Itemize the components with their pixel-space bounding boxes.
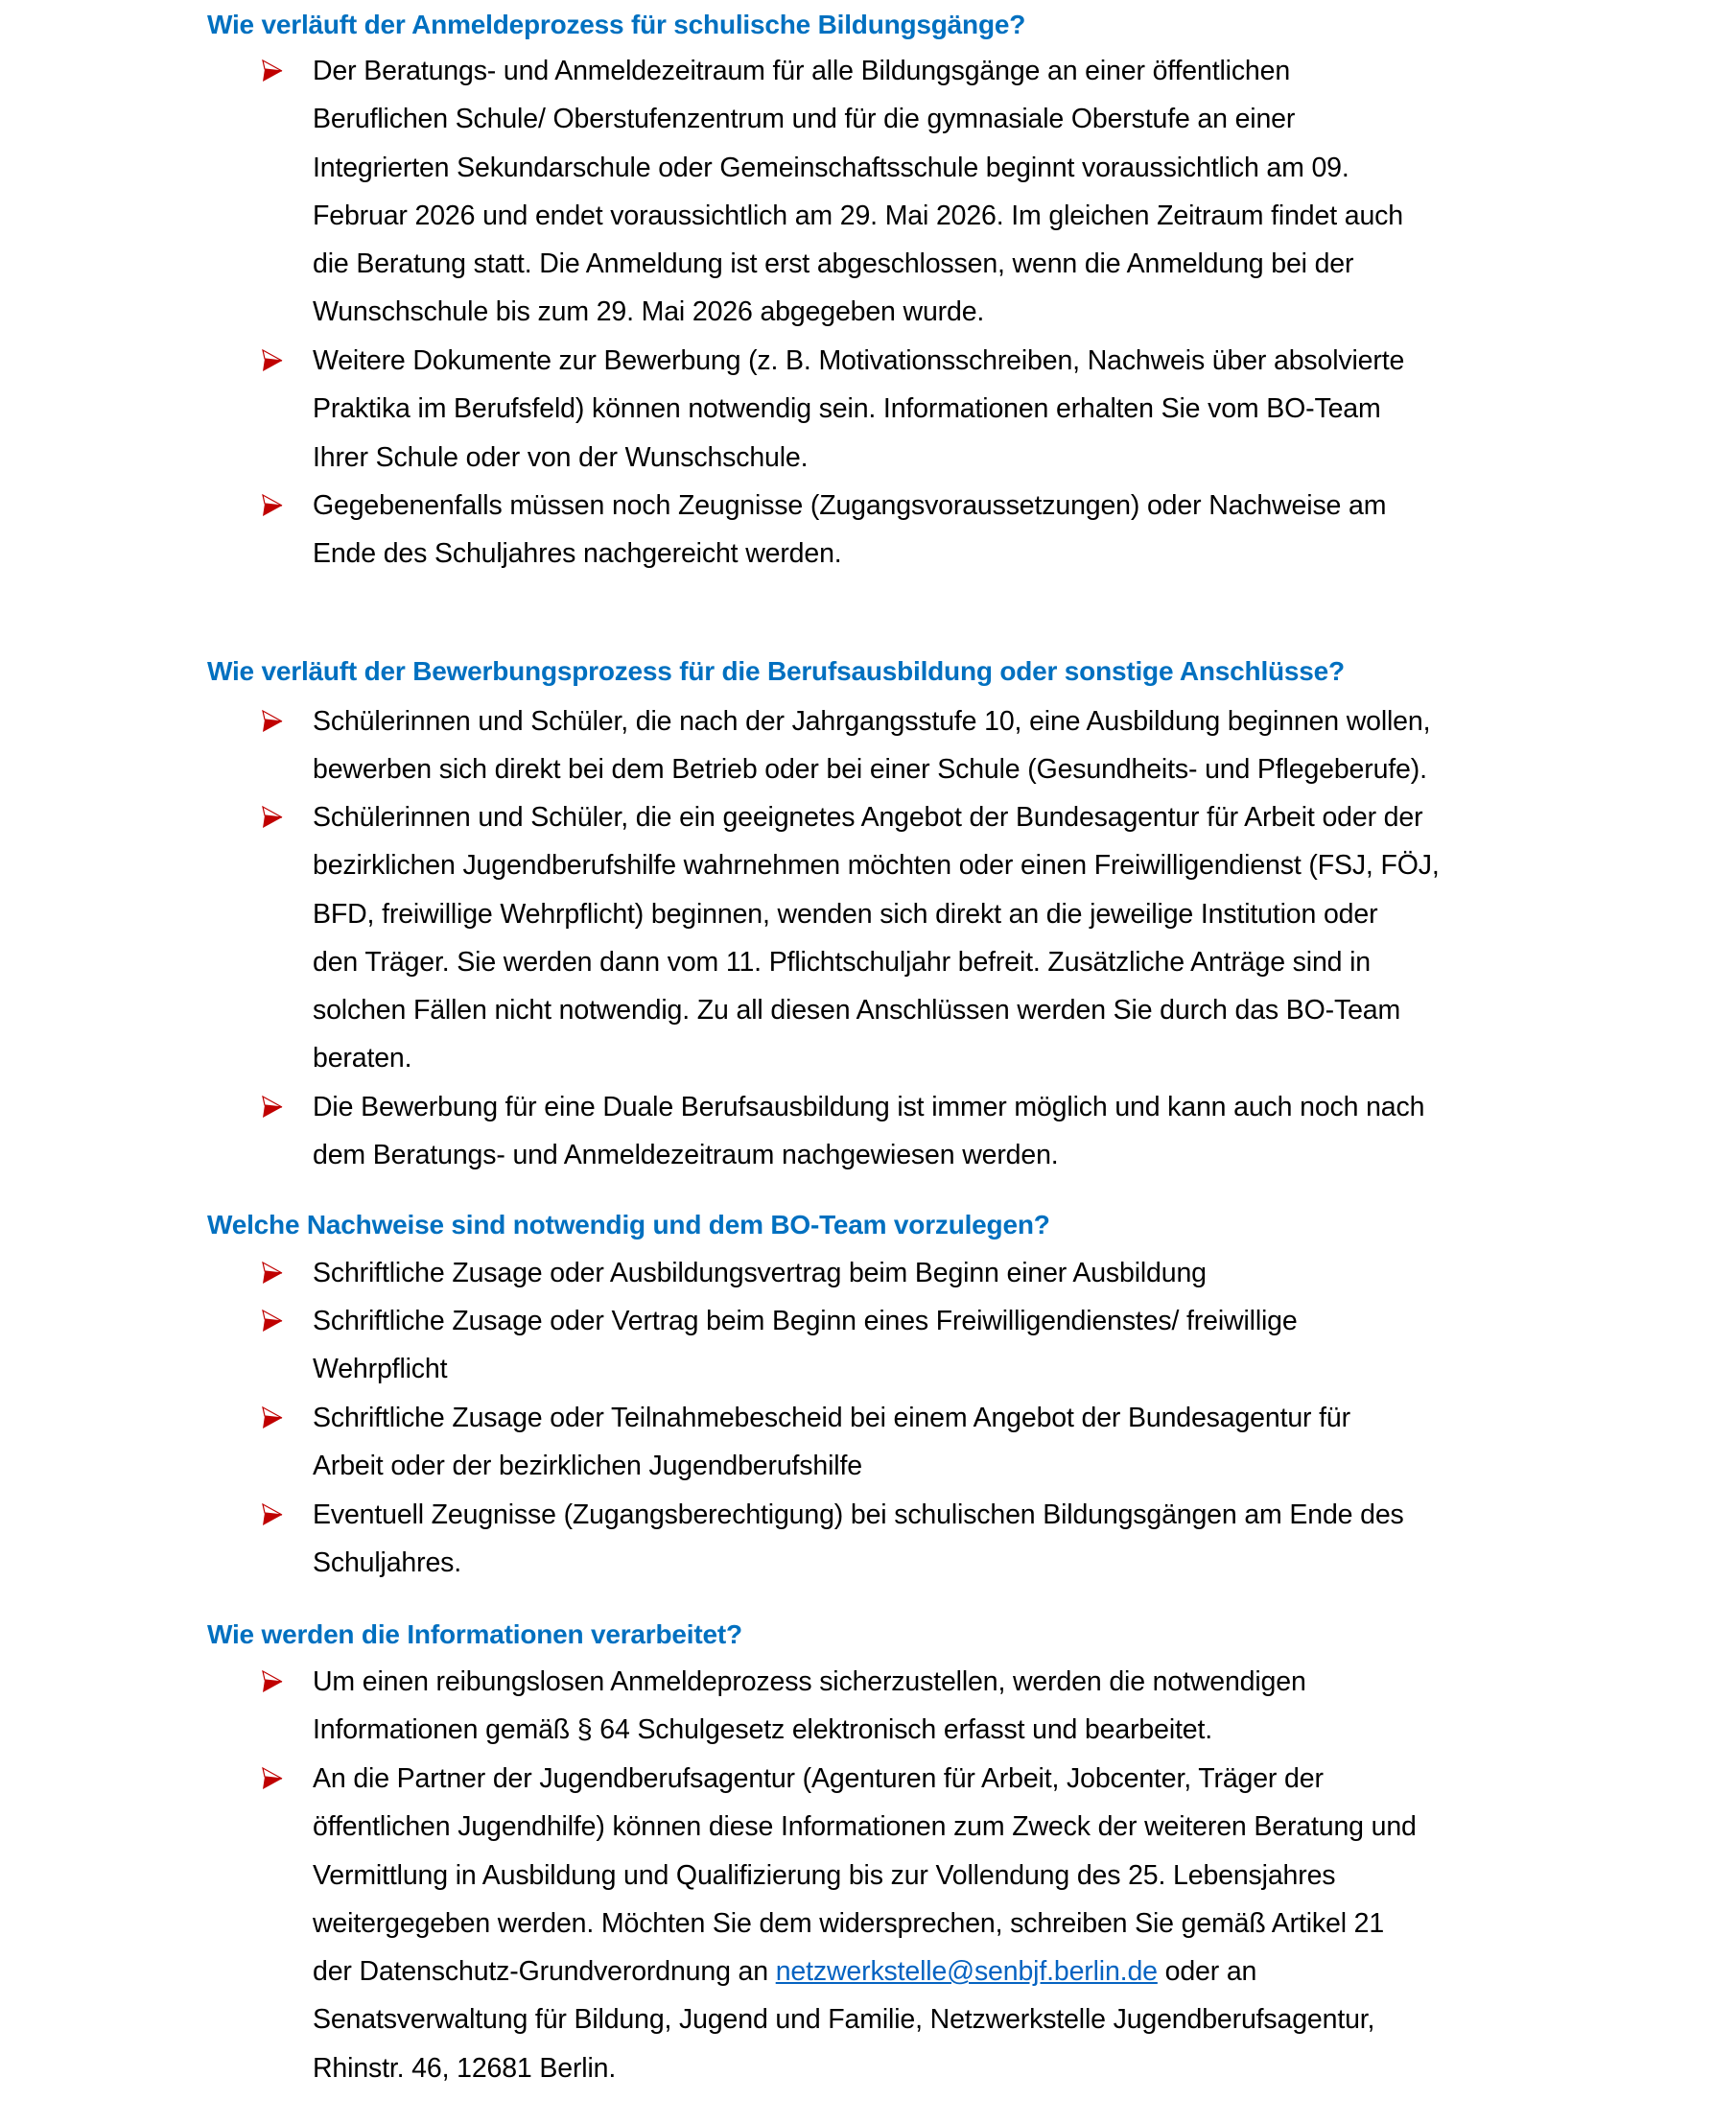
section-heading-bewerbungsprozess: Wie verläuft der Bewerbungsprozess für die Berufsausbildung oder sonstige Anschlüsse?	[207, 656, 1345, 686]
text-segment: der Datenschutz-Grundverordnung an	[313, 1956, 776, 1988]
arrow-bullet-icon	[261, 493, 284, 518]
text-line: Schülerinnen und Schüler, die ein geeignetes Angebot der Bundesagentur für Arbeit oder der	[313, 802, 1423, 833]
text-line: bezirklichen Jugendberufshilfe wahrnehmen möchten oder einen Freiwilligendienst (FSJ, FÖJ,	[313, 850, 1440, 882]
text-line: Der Beratungs- und Anmeldezeitraum für alle Bildungsgänge an einer öffentlichen	[313, 56, 1291, 86]
text-line: An die Partner der Jugendberufsagentur (Agenturen für Arbeit, Jobcenter, Träger der	[313, 1763, 1324, 1794]
section-heading-anmeldeprozess: Wie verläuft der Anmeldeprozess für schulische Bildungsgänge?	[207, 10, 1026, 39]
arrow-bullet-icon	[261, 348, 284, 373]
text-line: Wehrpflicht	[313, 1354, 448, 1385]
arrow-bullet-icon	[261, 1309, 284, 1334]
text-line: Eventuell Zeugnisse (Zugangsberechtigung) bei schulischen Bildungsgängen am Ende des	[313, 1499, 1404, 1530]
arrow-bullet-icon	[261, 1502, 284, 1527]
text-line	[313, 1948, 1417, 1995]
arrow-bullet-icon	[261, 59, 284, 83]
text-line: Gegebenenfalls müssen noch Zeugnisse (Zugangsvoraussetzungen) oder Nachweise am	[313, 490, 1387, 521]
text-line: Rhinstr. 46, 12681 Berlin.	[313, 2052, 617, 2084]
text-line: bewerben sich direkt bei dem Betrieb oder bei einer Schule (Gesundheits- und Pflegeberufe).	[313, 754, 1427, 786]
text-line: die Beratung statt. Die Anmeldung ist erst abgeschlossen, wenn die Anmeldung bei der	[313, 248, 1354, 280]
text-line: Arbeit oder der bezirklichen Jugendberufshilfe	[313, 1451, 862, 1482]
arrow-bullet-icon	[261, 805, 284, 830]
arrow-bullet-icon	[261, 709, 284, 734]
email-link[interactable]: netzwerkstelle@senbjf.berlin.de	[775, 1956, 1158, 1988]
text-line: Senatsverwaltung für Bildung, Jugend und Familie, Netzwerkstelle Jugendberufsagentur,	[313, 2004, 1375, 2036]
text-line: Die Bewerbung für eine Duale Berufsausbildung ist immer möglich und kann auch noch nach	[313, 1092, 1425, 1122]
text-line: solchen Fällen nicht notwendig. Zu all diesen Anschlüssen werden Sie durch das BO-Team	[313, 995, 1401, 1027]
text-line: Ihrer Schule oder von der Wunschschule.	[313, 441, 809, 473]
text-segment: oder an	[1157, 1956, 1257, 1988]
arrow-bullet-icon	[261, 1669, 284, 1694]
text-line: Schriftliche Zusage oder Ausbildungsvertrag beim Beginn einer Ausbildung	[313, 1258, 1207, 1288]
text-line: weitergegeben werden. Möchten Sie dem widersprechen, schreiben Sie gemäß Artikel 21	[313, 1907, 1385, 1939]
arrow-bullet-icon	[261, 1261, 284, 1286]
arrow-bullet-icon	[261, 1766, 284, 1791]
text-line: Um einen reibungslosen Anmeldeprozess sicherzustellen, werden die notwendigen	[313, 1666, 1306, 1697]
text-line: Integrierten Sekundarschule oder Gemeinschaftsschule beginnt voraussichtlich am 09.	[313, 152, 1349, 183]
text-line: Wunschschule bis zum 29. Mai 2026 abgegeben wurde.	[313, 296, 985, 328]
section-heading-informationen: Wie werden die Informationen verarbeitet?	[207, 1619, 742, 1649]
text-line: Informationen gemäß § 64 Schulgesetz elektronisch erfasst und bearbeitet.	[313, 1714, 1213, 1746]
text-line: Beruflichen Schule/ Oberstufenzentrum und für die gymnasiale Oberstufe an einer	[313, 104, 1296, 135]
text-line: Praktika im Berufsfeld) können notwendig sein. Informationen erhalten Sie vom BO-Team	[313, 393, 1381, 425]
text-line: Schülerinnen und Schüler, die nach der Jahrgangsstufe 10, eine Ausbildung beginnen wollen,	[313, 706, 1431, 737]
text-line: beraten.	[313, 1043, 412, 1074]
arrow-bullet-icon	[261, 1095, 284, 1120]
text-line: Weitere Dokumente zur Bewerbung (z. B. Motivationsschreiben, Nachweis über absolvierte	[313, 345, 1405, 376]
text-line: dem Beratungs- und Anmeldezeitraum nachgewiesen werden.	[313, 1140, 1059, 1171]
text-line: Schuljahres.	[313, 1547, 462, 1579]
text-line: öffentlichen Jugendhilfe) können diese Informationen zum Zweck der weiteren Beratung und	[313, 1811, 1417, 1843]
text-line: Februar 2026 und endet voraussichtlich am 29. Mai 2026. Im gleichen Zeitraum findet auch	[313, 200, 1403, 231]
text-line: Schriftliche Zusage oder Vertrag beim Beginn eines Freiwilligendienstes/ freiwillige	[313, 1306, 1298, 1336]
text-line: BFD, freiwillige Wehrpflicht) beginnen, wenden sich direkt an die jeweilige Institution oder	[313, 898, 1378, 930]
arrow-bullet-icon	[261, 1405, 284, 1430]
text-line: Schriftliche Zusage oder Teilnahmebescheid bei einem Angebot der Bundesagentur für	[313, 1403, 1350, 1433]
text-line: den Träger. Sie werden dann vom 11. Pflichtschuljahr befreit. Zusätzliche Anträge sind in	[313, 946, 1371, 978]
text-line: Ende des Schuljahres nachgereicht werden.	[313, 538, 842, 570]
text-line: Vermittlung in Ausbildung und Qualifizierung bis zur Vollendung des 25. Lebensjahres	[313, 1859, 1336, 1891]
section-heading-nachweise: Welche Nachweise sind notwendig und dem BO-Team vorzulegen?	[207, 1210, 1050, 1239]
